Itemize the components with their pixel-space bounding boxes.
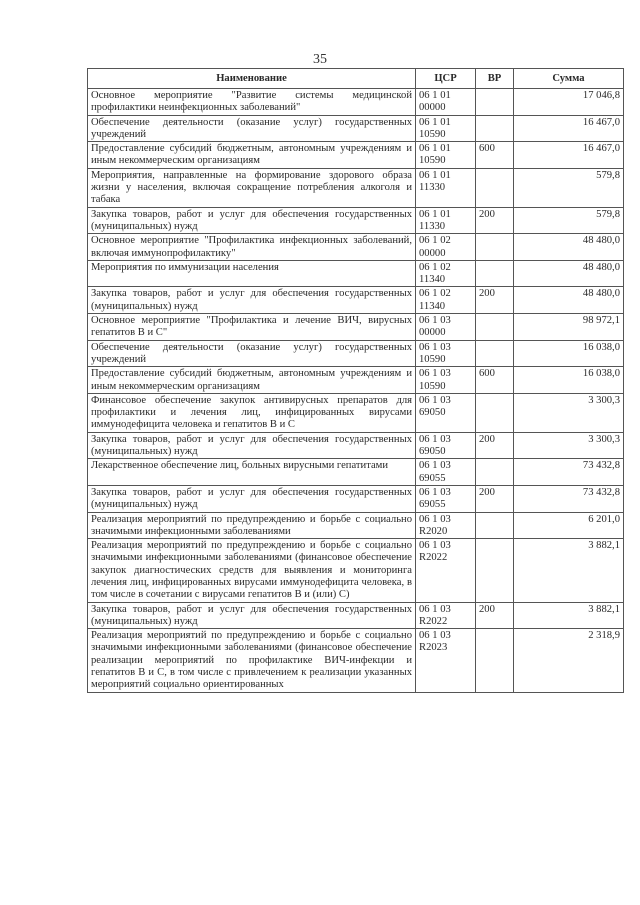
- header-csr: ЦСР: [416, 69, 476, 89]
- cell-vr: 600: [476, 367, 514, 394]
- cell-name: Основное мероприятие "Профилактика и лечение ВИЧ, вирусных гепатитов В и С": [88, 314, 416, 341]
- cell-sum: 16 467,0: [514, 142, 624, 169]
- cell-name: Обеспечение деятельности (оказание услуг) государственных учреждений: [88, 115, 416, 142]
- cell-sum: 16 038,0: [514, 340, 624, 367]
- cell-vr: 200: [476, 602, 514, 629]
- cell-sum: 48 480,0: [514, 287, 624, 314]
- table-row: [88, 602, 624, 629]
- cell-name: Закупка товаров, работ и услуг для обеспечения государственных (муниципальных) нужд: [88, 287, 416, 314]
- cell-vr: [476, 459, 514, 486]
- table-row: [88, 367, 624, 394]
- cell-sum: 2 318,9: [514, 629, 624, 692]
- cell-vr: [476, 512, 514, 539]
- page-number: 35: [313, 52, 327, 67]
- cell-csr: 06 1 03 69050: [416, 432, 476, 459]
- cell-vr: [476, 168, 514, 207]
- cell-sum: 3 300,3: [514, 393, 624, 432]
- table-row: [88, 168, 624, 207]
- cell-sum: 48 480,0: [514, 260, 624, 287]
- cell-name: Мероприятия по иммунизации населения: [88, 260, 416, 287]
- cell-csr: 06 1 03 69055: [416, 459, 476, 486]
- table-header-row: [88, 69, 624, 89]
- cell-name: Закупка товаров, работ и услуг для обеспечения государственных (муниципальных) нужд: [88, 207, 416, 234]
- cell-name: Закупка товаров, работ и услуг для обеспечения государственных (муниципальных) нужд: [88, 485, 416, 512]
- cell-csr: 06 1 03 R2023: [416, 629, 476, 692]
- cell-vr: [476, 260, 514, 287]
- cell-sum: 3 882,1: [514, 602, 624, 629]
- cell-csr: 06 1 03 10590: [416, 367, 476, 394]
- header-vr: ВР: [476, 69, 514, 89]
- cell-vr: [476, 340, 514, 367]
- table-row: [88, 89, 624, 116]
- cell-name: Лекарственное обеспечение лиц, больных вирусными гепатитами: [88, 459, 416, 486]
- cell-name: Реализация мероприятий по предупреждению и борьбе с социально значимыми инфекционными заболеваниями (финансовое обеспечение закупок диагностических средств для выявления и мониторинга лечения лиц, инфицированных вирусами иммунодефицита человека, в том числе в сочетании с вирусами гепатитов В и (или) С): [88, 539, 416, 602]
- cell-csr: 06 1 03 R2022: [416, 539, 476, 602]
- cell-sum: 579,8: [514, 207, 624, 234]
- table-row: [88, 142, 624, 169]
- cell-sum: 16 038,0: [514, 367, 624, 394]
- table-row: [88, 207, 624, 234]
- cell-vr: [476, 234, 514, 261]
- table-row: [88, 539, 624, 602]
- cell-sum: 17 046,8: [514, 89, 624, 116]
- cell-name: Основное мероприятие "Профилактика инфекционных заболеваний, включая иммунопрофилактику": [88, 234, 416, 261]
- cell-name: Основное мероприятие "Развитие системы медицинской профилактики неинфекционных заболеваний": [88, 89, 416, 116]
- cell-sum: 73 432,8: [514, 485, 624, 512]
- cell-vr: [476, 629, 514, 692]
- cell-sum: 98 972,1: [514, 314, 624, 341]
- header-sum: Сумма: [514, 69, 624, 89]
- cell-csr: 06 1 03 69055: [416, 485, 476, 512]
- cell-name: Реализация мероприятий по предупреждению и борьбе с социально значимыми инфекционными заболеваниями (финансовое обеспечение реализации мероприятий по профилактике ВИЧ-инфекции и гепатитов В и С, в том числе с привлечением к реализации указанных мероприятий социально ориентированных: [88, 629, 416, 692]
- budget-table: [87, 68, 624, 693]
- cell-csr: 06 1 01 10590: [416, 115, 476, 142]
- cell-sum: 579,8: [514, 168, 624, 207]
- cell-csr: 06 1 01 10590: [416, 142, 476, 169]
- cell-sum: 6 201,0: [514, 512, 624, 539]
- cell-vr: 200: [476, 287, 514, 314]
- cell-vr: [476, 393, 514, 432]
- cell-name: Финансовое обеспечение закупок антивирусных препаратов для профилактики и лечения лиц, инфицированных вирусами иммунодефицита человека и гепатитов В и С: [88, 393, 416, 432]
- table-row: [88, 314, 624, 341]
- table-row: [88, 432, 624, 459]
- cell-vr: [476, 314, 514, 341]
- cell-vr: 600: [476, 142, 514, 169]
- cell-name: Мероприятия, направленные на формирование здорового образа жизни у населения, включая сокращение потребления алкоголя и табака: [88, 168, 416, 207]
- cell-sum: 73 432,8: [514, 459, 624, 486]
- cell-vr: [476, 115, 514, 142]
- cell-vr: [476, 539, 514, 602]
- cell-name: Предоставление субсидий бюджетным, автономным учреждениям и иным некоммерческим организациям: [88, 142, 416, 169]
- cell-sum: 3 882,1: [514, 539, 624, 602]
- header-name: Наименование: [88, 69, 416, 89]
- table-row: [88, 393, 624, 432]
- cell-name: Закупка товаров, работ и услуг для обеспечения государственных (муниципальных) нужд: [88, 432, 416, 459]
- table-row: [88, 629, 624, 692]
- cell-csr: 06 1 01 11330: [416, 207, 476, 234]
- cell-csr: 06 1 01 11330: [416, 168, 476, 207]
- cell-name: Обеспечение деятельности (оказание услуг) государственных учреждений: [88, 340, 416, 367]
- cell-csr: 06 1 01 00000: [416, 89, 476, 116]
- cell-name: Закупка товаров, работ и услуг для обеспечения государственных (муниципальных) нужд: [88, 602, 416, 629]
- cell-csr: 06 1 03 10590: [416, 340, 476, 367]
- cell-vr: 200: [476, 432, 514, 459]
- table-row: [88, 459, 624, 486]
- cell-name: Предоставление субсидий бюджетным, автономным учреждениям и иным некоммерческим организациям: [88, 367, 416, 394]
- cell-csr: 06 1 03 R2022: [416, 602, 476, 629]
- cell-name: Реализация мероприятий по предупреждению и борьбе с социально значимыми инфекционными заболеваниями: [88, 512, 416, 539]
- table-row: [88, 115, 624, 142]
- cell-csr: 06 1 03 69050: [416, 393, 476, 432]
- table-row: [88, 512, 624, 539]
- cell-sum: 48 480,0: [514, 234, 624, 261]
- cell-csr: 06 1 02 00000: [416, 234, 476, 261]
- cell-vr: 200: [476, 207, 514, 234]
- cell-sum: 16 467,0: [514, 115, 624, 142]
- table-row: [88, 260, 624, 287]
- cell-csr: 06 1 02 11340: [416, 260, 476, 287]
- table-row: [88, 234, 624, 261]
- table-body: [88, 89, 624, 693]
- cell-csr: 06 1 02 11340: [416, 287, 476, 314]
- cell-csr: 06 1 03 R2020: [416, 512, 476, 539]
- cell-vr: [476, 89, 514, 116]
- table-row: [88, 340, 624, 367]
- cell-csr: 06 1 03 00000: [416, 314, 476, 341]
- cell-vr: 200: [476, 485, 514, 512]
- table-row: [88, 485, 624, 512]
- cell-sum: 3 300,3: [514, 432, 624, 459]
- table-row: [88, 287, 624, 314]
